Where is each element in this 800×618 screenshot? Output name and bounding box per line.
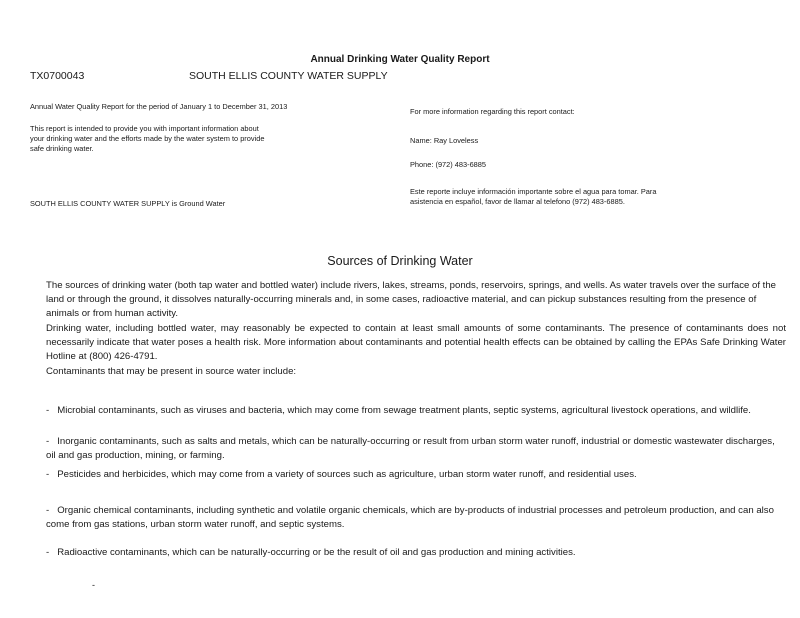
paragraph-list-intro: Contaminants that may be present in source water include:: [46, 366, 297, 377]
spanish-line: asistencia en español, favor de llamar al telefono (972) 483-6885.: [410, 197, 625, 206]
bullet-pesticides: [46, 468, 786, 482]
bullet-radioactive: [46, 546, 786, 560]
bullet-microbial: [46, 404, 786, 418]
water-source-type: SOUTH ELLIS COUNTY WATER SUPPLY is Ground Water: [30, 199, 226, 208]
system-id: TX0700043: [30, 70, 85, 82]
intro-line: your drinking water and the efforts made by the water system to provide: [30, 134, 265, 143]
bullet-text: Microbial contaminants, such as viruses and bacteria, which may come from sewage treatment plants, septic systems, agricultural livestock operations, and wildlife.: [57, 405, 751, 416]
bullet-inorganic: [46, 435, 786, 463]
bullet-text: Organic chemical contaminants, including synthetic and volatile organic chemicals, which are by-products of industrial processes and petroleum production, and can also come from gas stations, urban storm water runoff, and septic systems.: [46, 505, 774, 530]
bullet-text: Inorganic contaminants, such as salts and metals, which can be naturally-occurring or result from urban storm water runoff, industrial or domestic wastewater discharges, oil and gas production, mining, or farming.: [46, 436, 775, 461]
bullet-text: Radioactive contaminants, which can be naturally-occurring or be the result of oil and gas production and mining activities.: [57, 547, 576, 558]
stray-dash-mark: -: [92, 580, 95, 590]
contact-phone: Phone: (972) 483-6885: [410, 160, 487, 169]
contact-name: Name: Ray Loveless: [410, 136, 479, 145]
bullet-organic: [46, 504, 786, 532]
paragraph-sources: The sources of drinking water (both tap water and bottled water) include rivers, lakes, streams, ponds, reservoirs, springs, and wells. As water travels over the surface of the land or through the ground, it dissolves naturally-occurring minerals and, in some cases, radioactive material, and can pickup substances resulting from the presence of animals or from human activity.: [46, 280, 776, 319]
spanish-notice: [410, 187, 657, 207]
intro-text: [30, 124, 264, 154]
paragraph-contaminants: Drinking water, including bottled water, may reasonably be expected to contain at least small amounts of some contaminants. The presence of contaminants does not necessarily indicate that water poses a health risk. More information about contaminants and potential health effects can be obtained by calling the EPAs Safe Drinking Water Hotline at (800) 426-4791.: [46, 323, 786, 362]
bullet-marker: -: [46, 436, 50, 447]
bullet-marker: -: [46, 469, 50, 480]
intro-line: This report is intended to provide you with important information about: [30, 124, 259, 133]
bullet-text: Pesticides and herbicides, which may come from a variety of sources such as agriculture, urban storm water runoff, and residential uses.: [57, 469, 637, 480]
system-name: SOUTH ELLIS COUNTY WATER SUPPLY: [189, 70, 388, 82]
intro-line: safe drinking water.: [30, 144, 94, 153]
contact-heading: For more information regarding this report contact:: [410, 107, 575, 116]
spanish-line: Este reporte incluye información importante sobre el agua para tomar. Para: [410, 187, 657, 196]
report-period: Annual Water Quality Report for the period of January 1 to December 31, 2013: [30, 102, 288, 111]
bullet-marker: -: [46, 405, 50, 416]
report-title: Annual Drinking Water Quality Report: [310, 54, 490, 65]
bullet-marker: -: [46, 505, 50, 516]
bullet-marker: -: [46, 547, 50, 558]
section-title: Sources of Drinking Water: [327, 254, 473, 268]
